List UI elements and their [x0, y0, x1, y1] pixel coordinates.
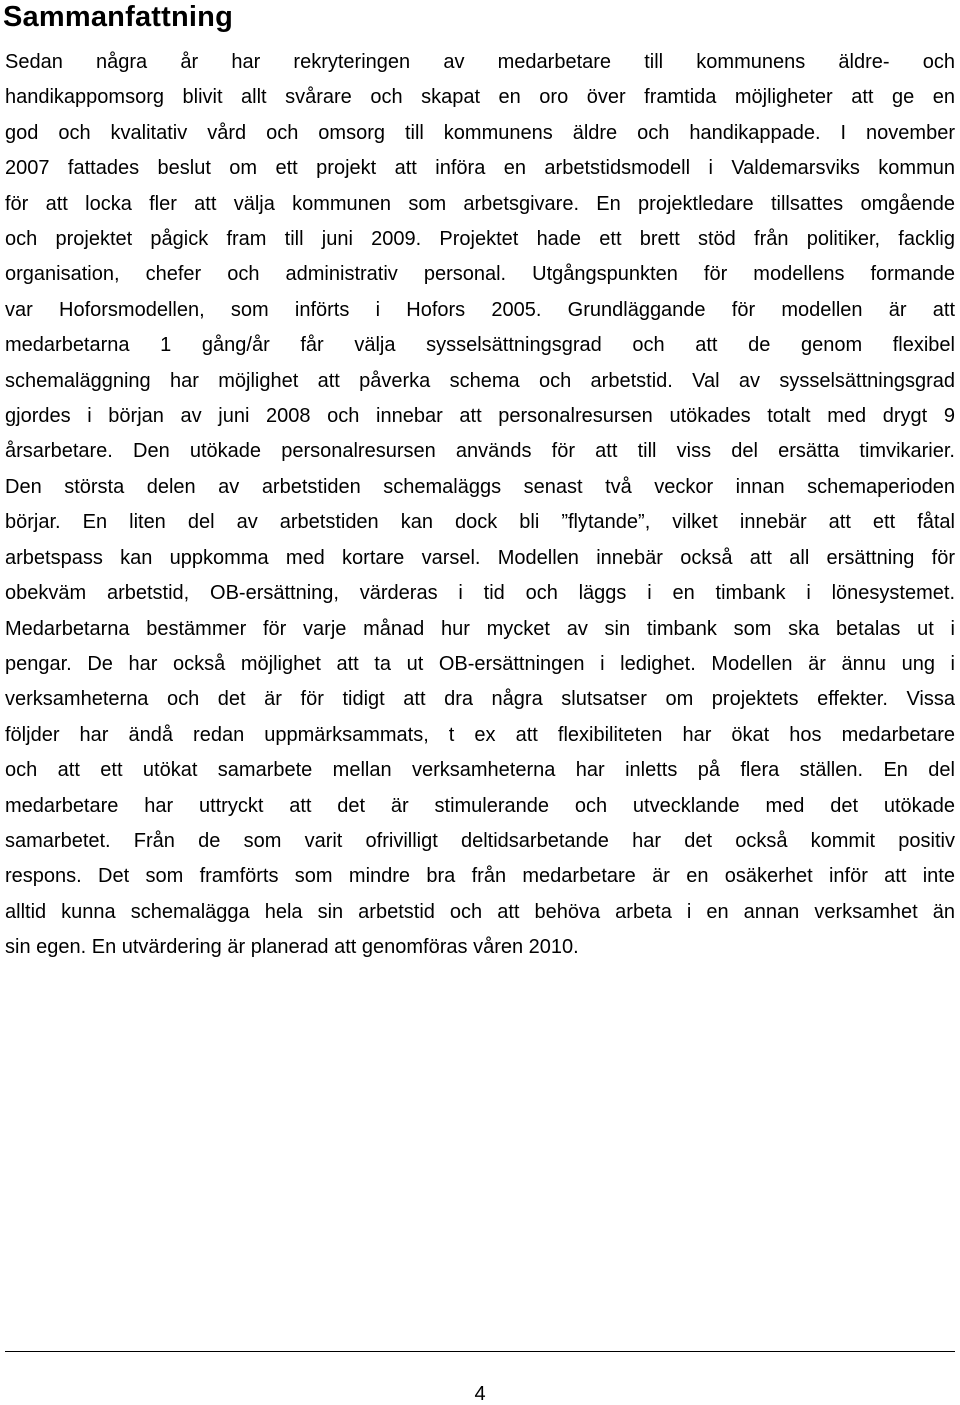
- paragraph-line-22: medarbetare har uttryckt att det är stimulerande och utvecklande med det utökade: [5, 794, 955, 817]
- paragraph-line-1: Sedan några år har rekryteringen av medarbetare till kommunens äldre- och: [5, 51, 955, 73]
- paragraph-line-24: respons. Det som framförts som mindre bra från medarbetare är en osäkerhet inför att inte: [5, 865, 955, 888]
- paragraph-line-17: Medarbetarna bestämmer för varje månad hur mycket av sin timbank som ska betalas ut i: [5, 617, 955, 640]
- paragraph-line-23: samarbetet. Från de som varit ofrivilligt deltidsarbetande har det också kommit positiv: [5, 829, 955, 852]
- paragraph-line-26: sin egen. En utvärdering är planerad att genomföras våren 2010.: [5, 936, 579, 959]
- paragraph-line-7: organisation, chefer och administrativ personal. Utgångspunkten för modellens formande: [5, 263, 955, 286]
- section-heading: Sammanfattning: [3, 1, 233, 33]
- paragraph-line-8: var Hoforsmodellen, som införts i Hofors 2005. Grundläggande för modellen är att: [5, 298, 955, 321]
- paragraph-line-15: arbetspass kan uppkomma med kortare varsel. Modellen innebär också att all ersättning för: [5, 546, 955, 569]
- paragraph-line-11: gjordes i början av juni 2008 och innebar att personalresursen utökades totalt med drygt 9: [5, 405, 955, 428]
- footer-divider: [5, 1351, 955, 1352]
- paragraph-line-25: alltid kunna schemalägga hela sin arbetstid och att behöva arbeta i en annan verksamhet än: [5, 900, 955, 923]
- paragraph-line-20: följder har ändå redan uppmärksammats, t ex att flexibiliteten har ökat hos medarbetare: [5, 723, 955, 746]
- paragraph-line-18: pengar. De har också möjlighet att ta ut OB-ersättningen i ledighet. Modellen är ännu ung i: [5, 652, 955, 675]
- paragraph-line-12: årsarbetare. Den utökade personalresursen används för att till viss del ersätta timvikarier.: [5, 440, 955, 463]
- paragraph-line-2: handikappomsorg blivit allt svårare och skapat en oro över framtida möjligheter att ge en: [5, 86, 955, 109]
- paragraph-line-16: obekväm arbetstid, OB-ersättning, värderas i tid och läggs i en timbank i lönesystemet.: [5, 582, 955, 605]
- paragraph-line-13: Den största delen av arbetstiden schemaläggs senast två veckor innan schemaperioden: [5, 475, 955, 498]
- paragraph-line-14: börjar. En liten del av arbetstiden kan dock bli ”flytande”, vilket innebär att ett fåtal: [5, 511, 955, 534]
- paragraph-line-19: verksamheterna och det är för tidigt att dra några slutsatser om projektets effekter. Vissa: [5, 688, 955, 711]
- paragraph-line-5: för att locka fler att välja kommunen som arbetsgivare. En projektledare tillsattes omgående: [5, 192, 955, 215]
- paragraph-line-10: schemaläggning har möjlighet att påverka schema och arbetstid. Val av sysselsättningsgrad: [5, 369, 955, 392]
- summary-paragraph: [5, 45, 955, 966]
- paragraph-line-3: god och kvalitativ vård och omsorg till kommunens äldre och handikappade. I november: [5, 121, 955, 144]
- paragraph-line-21: och att ett utökat samarbete mellan verksamheterna har inletts på flera ställen. En del: [5, 759, 955, 782]
- paragraph-line-4: 2007 fattades beslut om ett projekt att införa en arbetstidsmodell i Valdemarsviks kommun: [5, 157, 955, 180]
- page-number: 4: [474, 1383, 486, 1405]
- paragraph-line-6: och projektet pågick fram till juni 2009. Projektet hade ett brett stöd från politiker, facklig: [5, 228, 955, 251]
- paragraph-line-9: medarbetarna 1 gång/år får välja sysselsättningsgrad och att de genom flexibel: [5, 334, 955, 357]
